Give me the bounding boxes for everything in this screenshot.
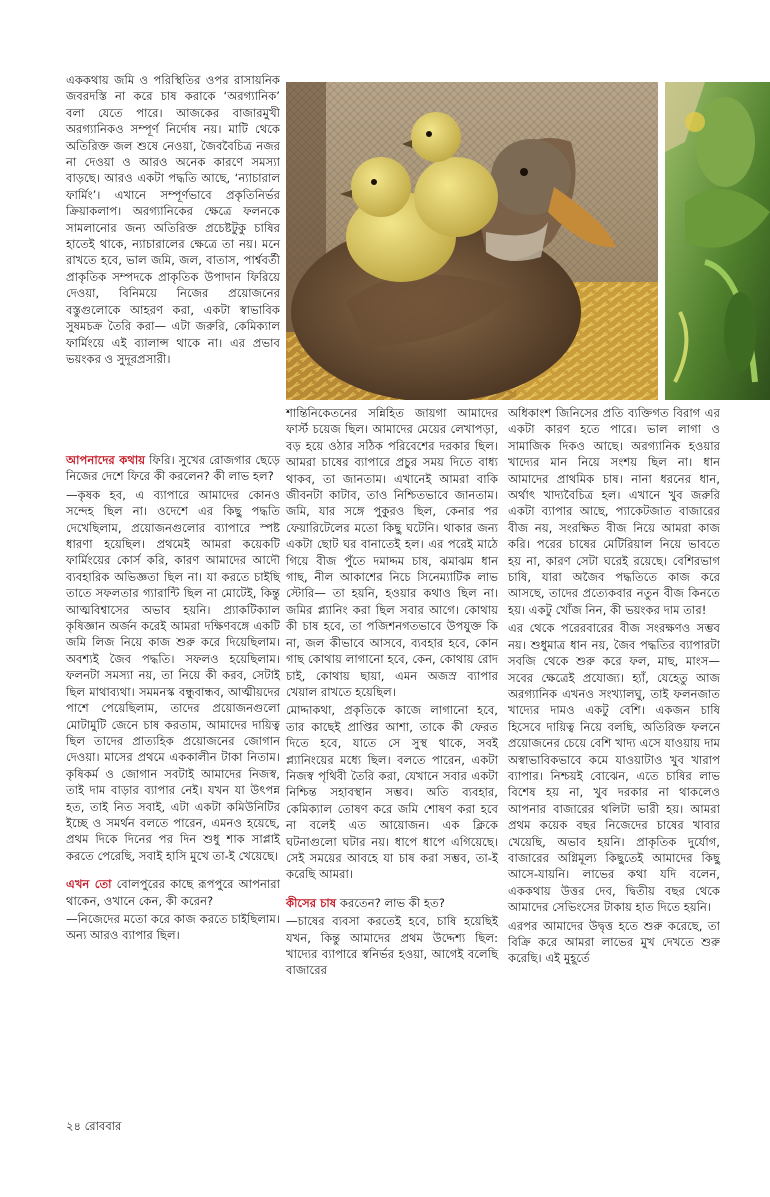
question-2-head: এখন তো <box>66 877 112 892</box>
duck-photo <box>286 82 658 400</box>
column-3 <box>508 405 720 969</box>
question-1-rest: ফিরি। সুখের রোজগার ছেড়ে নিজের দেশে ফিরে কী করলেন? কী লাভ হল? <box>66 453 281 484</box>
answer-1: —কৃষক হব, এ ব্যাপারে আমাদের কোনও সন্দেহ ছিল না। ওদেশে এর কিছু পদ্ধতি দেখেছিলাম, প্রয়োজনগুলোর ব্যাপারে স্পষ্ট ধারণা হয়েছিল। প্রথমেই আমরা কয়েকটি ফার্মিংয়ের কোর্স করি, কারণ আমাদের আদৌ ব্যবহারিক অভিজ্ঞতা ছিল না। যা করতে চাইছি তাতে সফলতার গ্যারান্টি ছিল না মোটেই, কিন্তু আত্মবিশ্বাসের অভাব হয়নি। প্র্যাকটিক্যাল কৃষিজ্ঞান অর্জন করেই আমরা দক্ষিণবঙ্গে একটি জমি লিজ নিয়ে কাজ শুরু করে দিয়েছিলাম। অবশ্যই জৈব পদ্ধতি। সফলও হয়েছিলাম। ফলনটা সমস্যা নয়, তা নিয়ে কী করব, সেটাই ছিল মাথাব্যথা। সমমনস্ক বন্ধুবান্ধব, আত্মীয়দের পাশে পেয়েছিলাম, তাদের প্রয়োজনগুলো মোটামুটি জেনে চাষ করতাম, আমাদের দায়িত্ব ছিল তাদের প্রাত্যহিক প্রয়োজনের জোগান দেওয়া। মাসের প্রথমে এককালীন টাকা নিতাম। কৃষিকর্ম ও জোগান সবটাই আমাদের নিজস্ব, তাই দাম বাড়ার ব্যাপার নেই। যখন যা উৎপন্ন হত, তাই নিত সবাই, এটা একটা কমিউনিটির ইচ্ছে ও সমর্থন বলতে পারেন, এমনও হয়েছে, প্রথম দিকে দিনের পর দিন শুধু শাক সাপ্লাই করতে পেরেছি, সবাই হাসি মুখে তা-ই খেয়েছে। <box>66 487 280 863</box>
duck-with-ducklings-image <box>286 82 658 400</box>
question-2 <box>66 876 280 909</box>
column-1-intro <box>66 72 280 369</box>
col3-paragraph-1: অধিকাংশ জিনিসের প্রতি ব্যক্তিগত বিরাগ এর একটা কারণ হতে পারে। ভাল লাগা ও সামাজিক দিকও আছে। অরগ্যানিক হওয়ার খাদ্যের মান নিয়ে সংশয় ছিল না। ধান আমাদের প্রাথমিক চাষ। নানা ধরনের ধান, অর্থাৎ খাদ্যবৈচিত্র হল। এখানে খুব জরুরি একটা ব্যাপার আছে, প্যাকেটজাত বাজারের বীজ নয়, সংরক্ষিত বীজ নিয়ে আমরা কাজ করি। পরের চাষের মেটিরিয়াল নিয়ে ভাবতে হয় না, কারণ সেটা ঘরেই রয়েছে। বেশিরভাগ চাষি, যারা অজৈব পদ্ধতিতে কাজ করে আসছে, তাদের প্রত্যেকবার নতুন বীজ কিনতে হয়। একটু খোঁজ নিন, কী ভয়ংকর দাম তার! <box>508 406 720 617</box>
cucumber-plant-image <box>665 82 770 400</box>
column-1-interview <box>66 440 280 946</box>
col2-paragraph-1: শান্তিনিকেতনের সন্নিহিত জায়গা আমাদের ফার্স্ট চয়েজ ছিল। আমাদের মেয়ের লেখাপড়া, বড় হয়ে ওঠার সঠিক পরিবেশের দরকার ছিল। আমরা চাষের ব্যাপারে প্রচুর সময় দিতে বাধ্য থাকব, তা জানতাম। এখানেই আমরা বাকি জীবনটা কাটাব, তাও নিশ্চিতভাবে জানতাম। জমি, যার সঙ্গে পুকুরও ছিল, কেনার পর ফেয়ারিটেলের মতো কিছু ঘটেনি। থাকার জন্য একটা ছোট ঘর বানাতেই হল। এর পরেই মাঠে গিয়ে বীজ পুঁতে দমাদ্দম চাষ, ঝমাঝম ধান গাছ, নীল আকাশের নিচে সিনেম্যাটিক লাভ স্টোরি— তা হয়নি, হওয়ার কথাও ছিল না। জমির প্ল্যানিং করা ছিল সবার আগে। কোথায় কী চাষ হবে, তা পজিশনগতভাবে উপযুক্ত কি না, জল কীভাবে আসবে, ব্যবহার হবে, কোন গাছ কোথায় লাগানো হবে, কেন, কোথায় রোদ চাই, কোথায় ছায়া, এমন অজস্র ব্যাপার খেয়াল রাখতে হয়েছিল। <box>286 406 498 699</box>
question-2-rest: বোলপুরের কাছে রূপপুরে আপনারা থাকেন, ওখানে কেন, কী করেন? <box>66 877 280 908</box>
answer-3: —চাষের ব্যবসা করতেই হবে, চাষি হয়েছিই যখন, কিন্তু আমাদের প্রথম উদ্দেশ্য ছিল: খাদ্যের ব্যাপারে স্বনির্ভর হওয়া, আগেই বলেছি বাজারের <box>286 914 498 978</box>
intro-paragraph: এককথায় জমি ও পরিস্থিতির ওপর রাসায়নিক জবরদস্তি না করে চাষ করাকে ‘অরগ্যানিক’ বলা যেতে পারে। আজকের বাজারমুখী অরগ্যানিকও সম্পূর্ণ নির্দোষ নয়। মাটি থেকে অতিরিক্ত জল শুষে নেওয়া, জৈববৈচিত্র নজর না দেওয়া ও আরও অনেক কারণে সমস্যা বাড়ছে। আরও একটা পদ্ধতি আছে, ‘ন্যাচারাল ফার্মিং’। এখানে সম্পূর্ণভাবে প্রকৃতিনির্ভর ক্রিয়াকলাপ। অরগ্যানিকের ক্ষেত্রে ফলনকে সামলানোর জন্য অতিরিক্ত প্রচেষ্টটুকু চাষির হাতেই থাকে, ন্যাচারালের ক্ষেত্রে তা নয়। মনে রাখতে হবে, ভাল জমি, জল, বাতাস, পার্শ্ববর্তী প্রাকৃতিক সম্পদকে প্রাকৃতিক উপাদান ফিরিয়ে দেওয়া, বিনিময়ে নিজের প্রয়োজনের বস্তুগুলোকে আহরণ করা, একটা স্বাভাবিক সুষমচক্র তৈরি করা— এটা জরুরি, কেমিক্যাল ফার্মিংয়ে এই ব্যালান্স থাকে না। এর প্রভাব ভয়ংকর ও সুদূরপ্রসারী। <box>66 73 280 366</box>
column-2 <box>286 405 498 981</box>
cucumber-plant-photo <box>665 82 770 400</box>
question-3-rest: করতেন? লাভ কী হত? <box>336 895 445 910</box>
answer-2: —নিজেদের মতো করে কাজ করতে চাইছিলাম। অন্য আরও ব্যাপার ছিল। <box>66 911 280 943</box>
col3-paragraph-3: এরপর আমাদের উদ্বৃত্ত হতে শুরু করেছে, তা বিক্রি করে আমরা লাভের মুখ দেখতে শুরু করেছি। এই মুহূর্তে <box>508 918 720 966</box>
page-folio: ২৪ রোববার <box>66 1119 122 1133</box>
question-1-head: আপনাদের কথায় <box>66 453 146 467</box>
question-1 <box>66 452 280 485</box>
col3-paragraph-2: এর থেকে পরেরবারের বীজ সংরক্ষণও সম্ভব নয়। শুধুমাত্র ধান নয়, জৈব পদ্ধতির ব্যাপারটা সবজি থেকে শুরু করে ফল, মাছ, মাংস— সবের ক্ষেত্রেই প্রযোজ্য। হ্যাঁ, যেহেতু আজ অরগ্যানিক এখনও সংখ্যালঘু, তাই ফলনজাত খাদ্যের দামও একটু বেশি। একজন চাষি হিসেবে দায়িত্ব নিয়ে বলছি, অতিরিক্ত ফলনে প্রয়োজনের চেয়ে বেশি খাদ্য এসে যাওয়ায় দাম অস্বাভাবিকভাবে কমে যাওয়াটাও খুব খারাপ ব্যাপার। নিশ্চয়ই বোঝেন, এতে চাষির লাভ বিশেষ হয় না, খুব দরকার না থাকলেও আপনার বাজারের থলিটা ভারী হয়। আমরা প্রথম কয়েক বছর নিজেদের চাষের খাবার খেয়েছি, অভাব হয়নি। প্রাকৃতিক দুর্যোগ, বাজারের অগ্নিমূল্য কিছুতেই আমাদের কিছু আসে-যায়নি। লাভের কথা যদি বলেন, এককথায় উত্তর দেব, দ্বিতীয় বছর থেকে আমাদের সেভিংসের টাকায় হাত দিতে হয়নি। <box>508 621 720 915</box>
question-3-head: কীসের চাষ <box>286 895 337 910</box>
col2-paragraph-2: মোদ্দাকথা, প্রকৃতিকে কাজে লাগানো হবে, তার কাছেই প্রাপ্তির আশা, তাকে কী ফেরত দিতে হবে, যাতে সে সুস্থ থাকে, সবই প্ল্যানিংয়ের মধ্যে ছিল। বলতে পারেন, একটা নিজস্ব পৃথিবী তৈরি করা, যেখানে সবার একটা নিশ্চিন্ত সহাবস্থান সম্ভব। অতি ব্যবহার, কেমিক্যাল তোষণ করে জমি শোষণ করা হবে না বলেই এত আয়োজন। এক ক্লিকে ঘটনাগুলো ঘটার নয়। ধাপে ধাপে এগিয়েছে। সেই সময়ের আবহে যা চাষ করা সম্ভব, তা-ই করেছি আমরা। <box>286 703 498 882</box>
question-3 <box>286 895 498 911</box>
